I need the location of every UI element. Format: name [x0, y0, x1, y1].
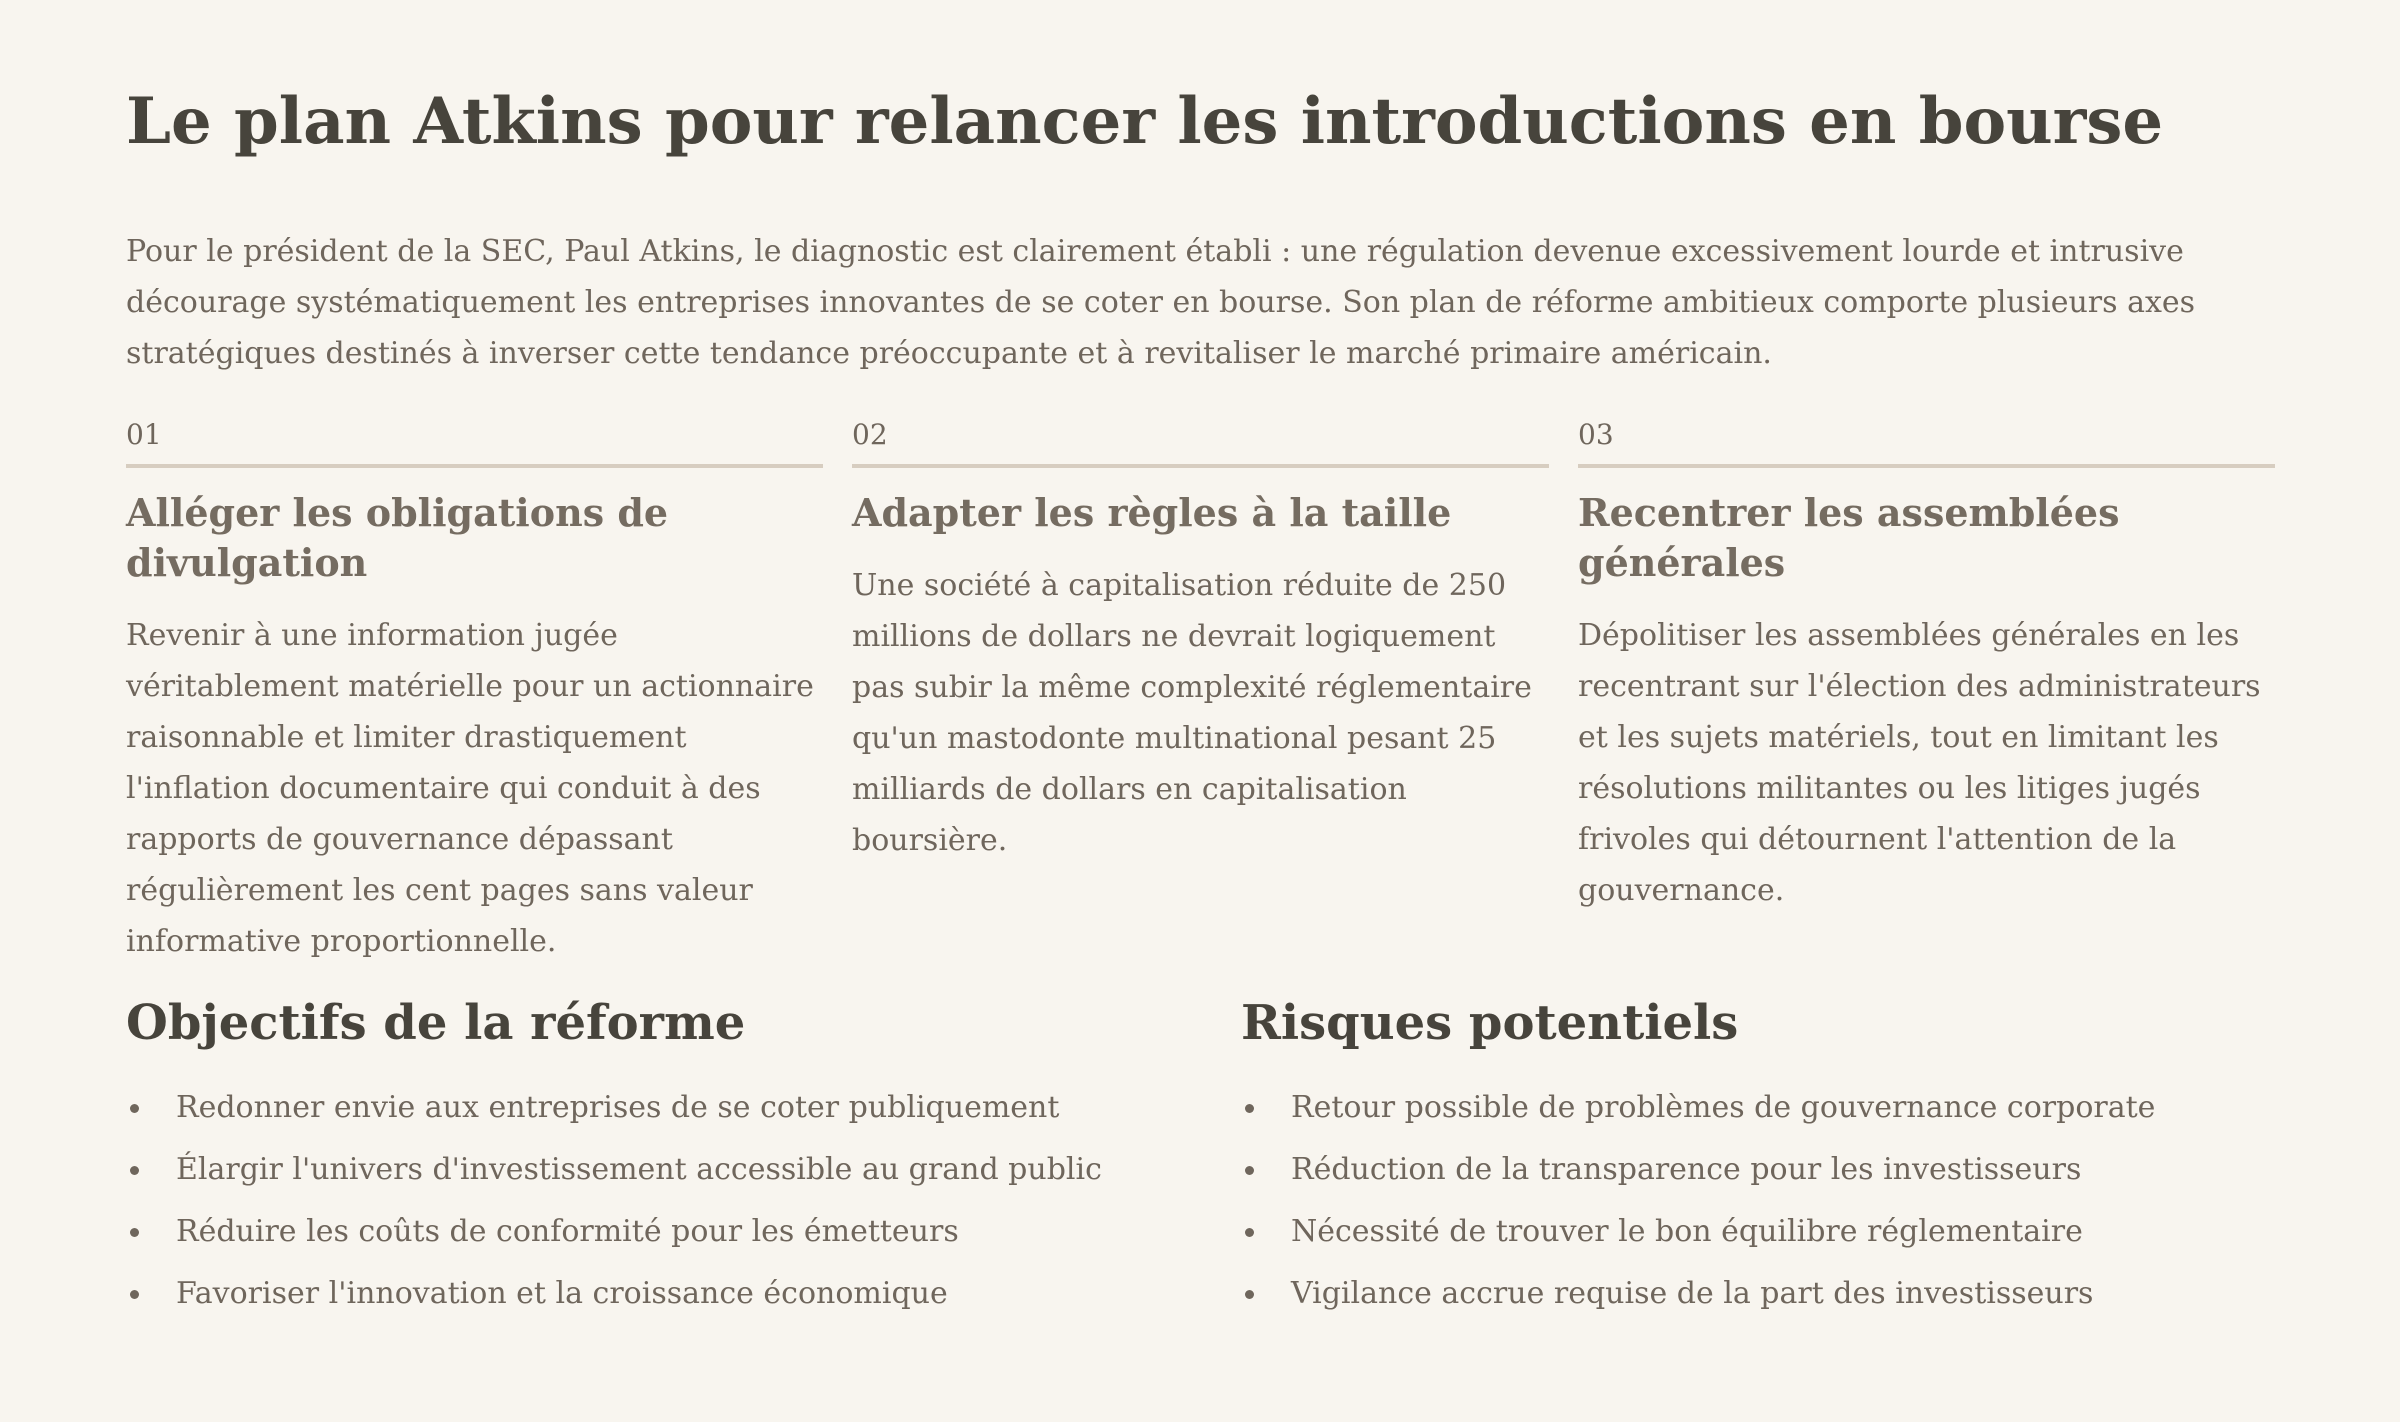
axis-number: 03: [1578, 415, 2275, 468]
intro-paragraph: Pour le président de la SEC, Paul Atkins, le diagnostic est clairement établi : une régulation devenue excessivement lourde et intrusive décourage systématiquement les entreprises innovantes de se coter en bourse. Son plan de réforme ambitieux comporte plusieurs axes stratégiques destinés à inverser cette tendance préoccupante et à revitaliser le marché primaire américain.: [126, 234, 2196, 371]
axis-title: Recentrer les assemblées générales: [1578, 490, 2120, 585]
axis-card-3: [1578, 415, 2275, 916]
axis-card-2: [852, 415, 1549, 866]
axis-text: Revenir à une information jugée véritablement matérielle pour un actionnaire raisonnable et limiter drastiquement l'inflation documentaire qui conduit à des rapports de gouvernance dépassant régulièrement les cent pages sans valeur informative proportionnelle.: [126, 618, 814, 959]
list-item-text: Élargir l'univers d'investissement accessible au grand public: [176, 1152, 1102, 1187]
list-item-text: Vigilance accrue requise de la part des investisseurs: [1291, 1276, 2094, 1311]
bullet-icon: [1245, 1166, 1254, 1175]
axis-card-1: [126, 415, 823, 967]
list-item-text: Favoriser l'innovation et la croissance économique: [176, 1276, 948, 1311]
list-item: [1241, 1263, 2241, 1325]
list-item-text: Réduire les coûts de conformité pour les émetteurs: [176, 1214, 959, 1249]
axis-title: Alléger les obligations de divulgation: [126, 490, 669, 585]
bullet-icon: [130, 1228, 139, 1237]
list-item-text: Redonner envie aux entreprises de se coter publiquement: [176, 1090, 1060, 1125]
axis-number: 01: [126, 415, 823, 468]
objectives-section: [126, 987, 1126, 1325]
risks-section: [1241, 987, 2241, 1325]
axis-text: Une société à capitalisation réduite de 250 millions de dollars ne devrait logiquement pas subir la même complexité réglementaire qu'un mastodonte multinational pesant 25 milliards de dollars en capitalisation boursière.: [852, 568, 1532, 858]
axis-number: 02: [852, 415, 1549, 468]
bullet-icon: [1245, 1104, 1254, 1113]
list-item: [126, 1201, 1126, 1263]
risks-title: Risques potentiels: [1241, 995, 1739, 1051]
list-item-text: Nécessité de trouver le bon équilibre réglementaire: [1291, 1214, 2083, 1249]
bullet-icon: [130, 1104, 139, 1113]
list-item: [1241, 1077, 2241, 1139]
bullet-icon: [1245, 1290, 1254, 1299]
list-item: [126, 1263, 1126, 1325]
objectives-title: Objectifs de la réforme: [126, 995, 746, 1051]
list-item: [126, 1139, 1126, 1201]
risks-list: [1241, 1077, 2241, 1325]
axis-title: Adapter les règles à la taille: [852, 490, 1452, 535]
bullet-icon: [130, 1290, 139, 1299]
objectives-list: [126, 1077, 1126, 1325]
list-item: [1241, 1201, 2241, 1263]
bullet-icon: [130, 1166, 139, 1175]
bullet-icon: [1245, 1228, 1254, 1237]
list-item-text: Réduction de la transparence pour les investisseurs: [1291, 1152, 2082, 1187]
list-item: [1241, 1139, 2241, 1201]
axis-text: Dépolitiser les assemblées générales en les recentrant sur l'élection des administrateurs et les sujets matériels, tout en limitant les résolutions militantes ou les litiges jugés frivoles qui détournent l'attention de la gouvernance.: [1578, 618, 2261, 908]
list-item: [126, 1077, 1126, 1139]
list-item-text: Retour possible de problèmes de gouvernance corporate: [1291, 1090, 2156, 1125]
page-title: Le plan Atkins pour relancer les introductions en bourse: [126, 84, 2164, 159]
